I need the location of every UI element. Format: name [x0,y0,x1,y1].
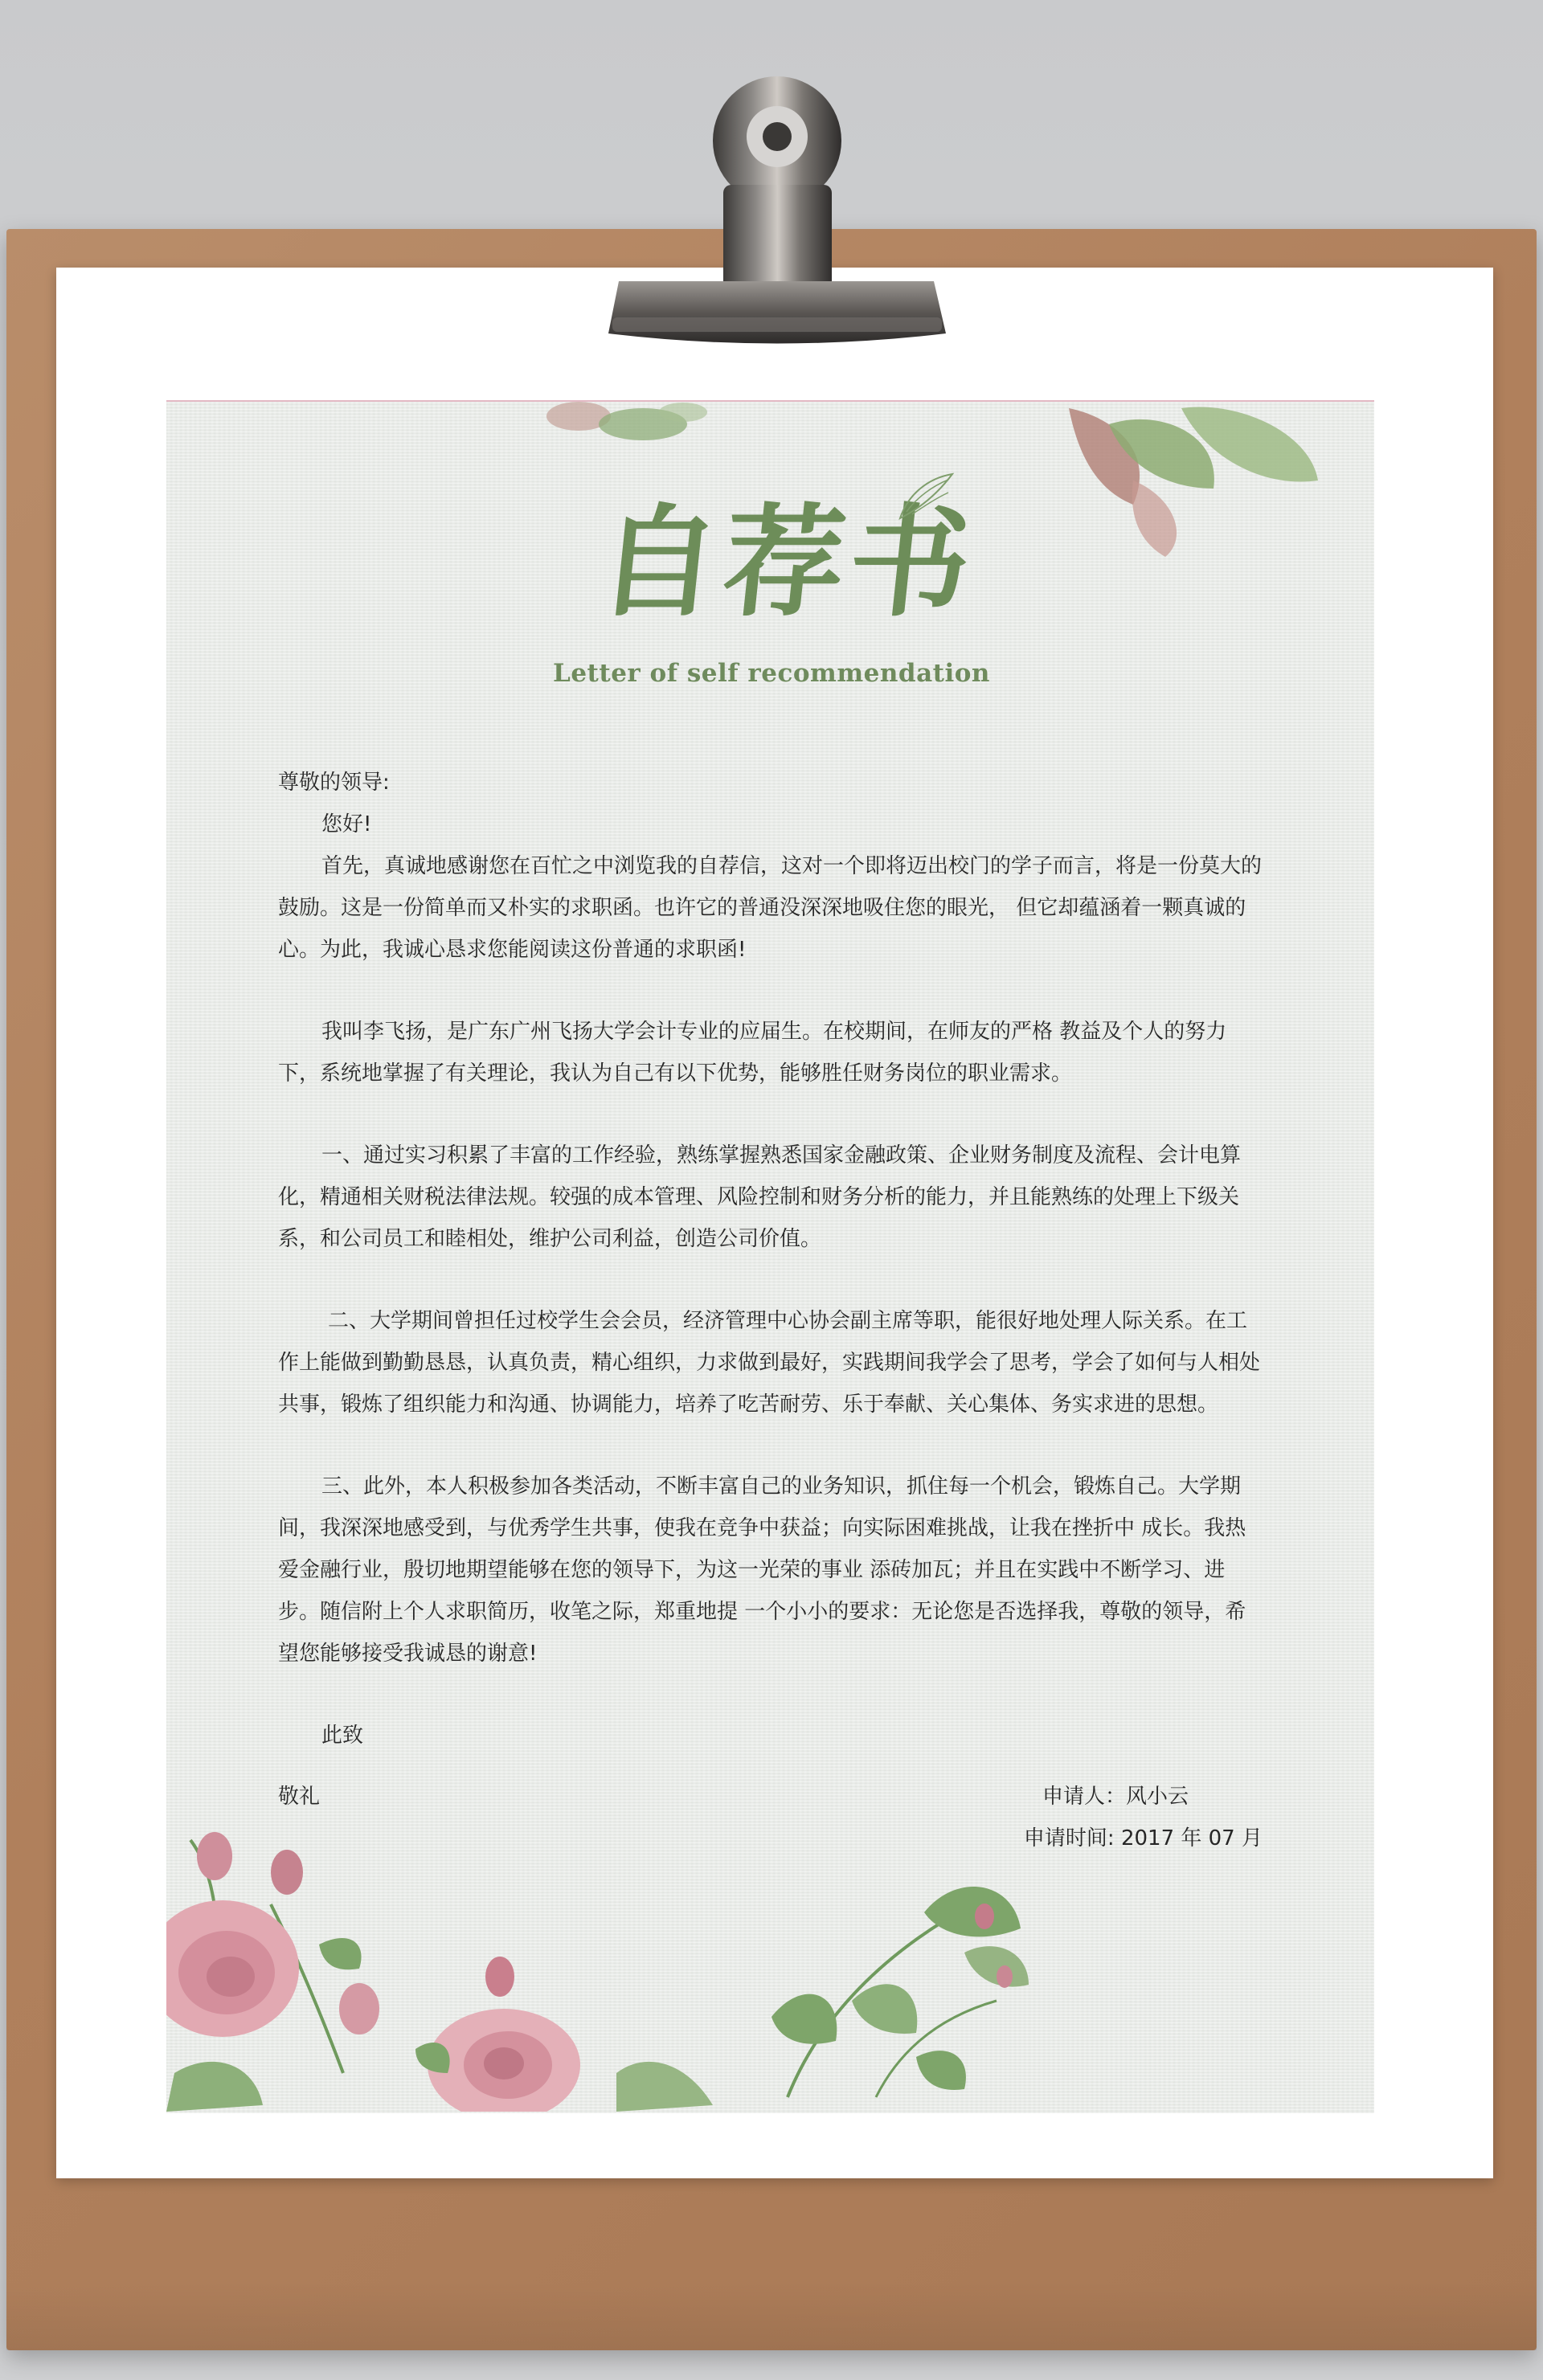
title-chinese: 自荐书 [591,492,983,633]
leaves-top-right-decoration [1061,400,1334,561]
paragraph-advantage-one: 一、通过实习积累了丰富的工作经验，熟练掌握熟悉国家金融政策、企业财务制度及流程、会计电算化，精通相关财税法律法规。较强的成本管理、风险控制和财务分析的能力，并且能熟练的处理上下级关系，和公司员工和睦相处，维护公司利益，创造公司价值。 [278,1143,1242,1251]
binder-clip-icon [604,44,958,350]
title-english: Letter of self recommendation [553,659,990,688]
paragraph-advantage-three: 三、此外，本人积极参加各类活动，不断丰富自己的业务知识，抓住每一个机会，锻炼自己。大学期间，我深深地感受到，与优秀学生共事，使我在竞争中获益；向实际困难挑战，让我在挫折中 成长。我热爱金融行业，殷切地期望能够在您的领导下，为这一光荣的事业 添砖加瓦；并且在实践中不断学习、进步。随信附上个人求职简历，收笔之际，郑重地提 一个小小的要求：无论您是否选择我，尊敬的领导，希望您能够接受我诚恳的谢意! [278,1474,1246,1666]
greeting: 您好! [321,812,372,836]
clipboard-shade [6,2282,1537,2350]
leaves-top-left-decoration [546,400,707,456]
application-date: 申请时间: 2017 年 07 月 [1023,1826,1263,1850]
paragraph-advantage-two: 二、大学期间曾担任过校学生会会员，经济管理中心协会副主席等职，能很好地处理人际关系。在工作上能做到勤勤恳恳，认真负责，精心组织，力求做到最好，实践期间我学会了思考，学会了如何与人相处共事，锻炼了组织能力和沟通、协调能力，培养了吃苦耐劳、乐于奉献、关心集体、务实求进的思想。 [278,1309,1261,1417]
applicant-name: 申请人：风小云 [1042,1785,1189,1809]
salutation: 尊敬的领导: [278,771,390,795]
closing-salutation: 此致 [321,1724,364,1748]
butterfly-icon [892,470,956,526]
closing-regards: 敬礼 [278,1785,321,1809]
letter-body [278,762,1263,1859]
vines-bottom-right-decoration [755,1856,1061,2112]
paragraph-intro: 首先，真诚地感谢您在百忙之中浏览我的自荐信，这对一个即将迈出校门的学子而言，将是一份莫大的鼓励。这是一份简单而又朴实的求职函。也许它的普通没深深地吸住您的眼光， 但它却蕴涵着一颗真诚的心。为此，我诚心恳求您能阅读这份普通的求职函! [278,854,1263,962]
roses-bottom-left-decoration [166,1808,745,2112]
paragraph-self-introduction: 我叫李飞扬，是广东广州飞扬大学会计专业的应届生。在校期间，在师友的严格 教益及个人的努力下，系统地掌握了有关理论，我认为自己有以下优势，能够胜任财务岗位的职业需求。 [278,1020,1227,1086]
